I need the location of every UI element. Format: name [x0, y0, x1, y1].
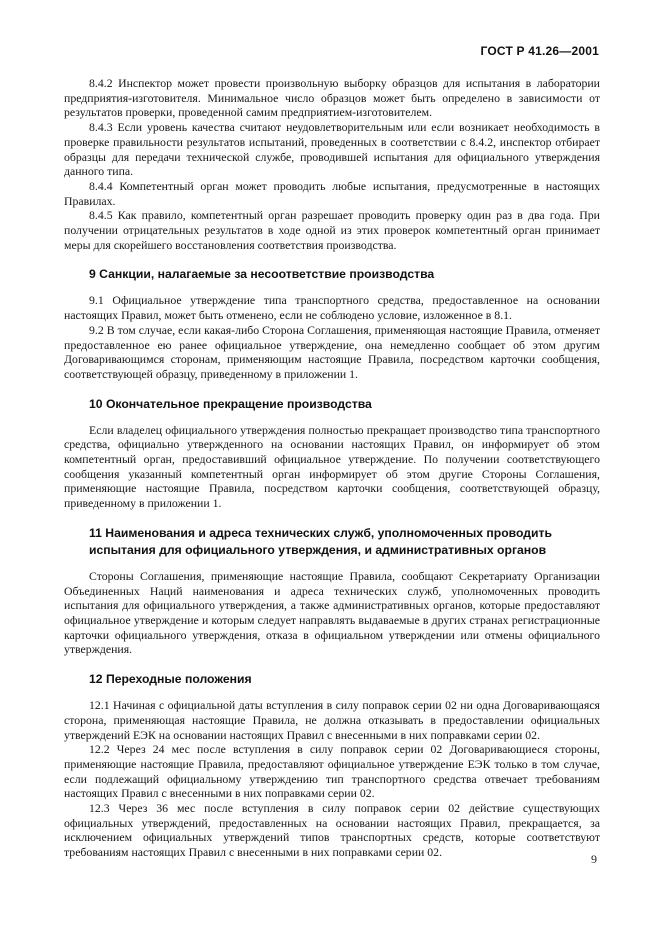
paragraph-12-1: 12.1 Начиная с официальной даты вступления в силу поправок серии 02 ни одна Договаривающаяся сторона, применяющая настоящие Правила, не должна отказывать в предоставлении официальных утверждений ЕЭК на основании настоящих Правил с внесенными в них поправками серии 02.: [64, 698, 600, 742]
section-9-heading: 9 Санкции, налагаемые за несоответствие производства: [89, 267, 435, 282]
paragraph-12-2: 12.2 Через 24 мес после вступления в силу поправок серии 02 Договаривающиеся стороны, применяющие настоящие Правила, предоставляют официальное утверждение ЕЭК только в том случае, если подлежащий официальному утверждению тип транспортного средства отвечает требованиям настоящих Правил с внесенными в них поправками серии 02.: [64, 742, 600, 801]
section-11-heading: 11 Наименования и адреса технических служб, уполномоченных проводить испытания для официального утверждения, и административных органов: [89, 525, 552, 557]
paragraph-9-2: 9.2 В том случае, если какая-либо Сторона Соглашения, применяющая настоящие Правила, отменяет предоставленное ею ранее официальное утверждение, она немедленно сообщает об этом другим Договаривающимся сторонам, применяющим настоящие Правила, посредством карточки сообщения, соответствующей образцу, приведенному в приложении 1.: [64, 322, 600, 381]
paragraph-8-4-4: 8.4.4 Компетентный орган может проводить любые испытания, предусмотренные в настоящих Правилах.: [64, 178, 600, 208]
page-content: [64, 76, 600, 860]
clause-8-4-block: [64, 76, 600, 252]
paragraph-8-4-2: 8.4.2 Инспектор может провести произвольную выборку образцов для испытания в лаборатории предприятия-изготовителя. Минимальное число образцов может быть определено в зависимости от результатов проверки, проведенной самим предприятием-изготовителем.: [64, 76, 600, 120]
section-12-body: [64, 698, 600, 860]
paragraph-9-1: 9.1 Официальное утверждение типа транспортного средства, предоставленное на основании настоящих Правил, может быть отменено, если не соблюдено условие, изложенное в 8.1.: [64, 293, 600, 323]
page-number: 9: [591, 852, 597, 866]
section-10-heading: 10 Окончательное прекращение производства: [89, 396, 372, 411]
paragraph-10: Если владелец официального утверждения полностью прекращает производство типа транспортного средства, официально утвержденного на основании настоящих Правил, он информирует об этом компетентный орган, предоставивший официальное утверждение. По получении соответствующего сообщения указанный компетентный орган информирует об этом другие Стороны Соглашения, применяющие настоящие Правила, посредством карточки сообщения, соответствующей образцу, приведенному в приложении 1.: [64, 422, 600, 511]
section-9-body: [64, 293, 600, 381]
section-10-body: [64, 423, 600, 511]
section-12-heading: 12 Переходные положения: [89, 672, 252, 687]
standard-header: ГОСТ Р 41.26—2001: [480, 44, 599, 58]
paragraph-8-4-5: 8.4.5 Как правило, компетентный орган разрешает проводить проверку один раз в два года. При получении отрицательных результатов в ходе одной из этих проверок компетентный орган принимает меры для скорейшего восстановления соответствия производства.: [64, 208, 600, 252]
paragraph-8-4-3: 8.4.3 Если уровень качества считают неудовлетворительным или если возникает необходимость в проверке правильности результатов испытаний, проведенных в соответствии с 8.4.2, инспектор отбирает образцы для передачи технической службе, проводившей испытания для официального утверждения данного типа.: [64, 120, 600, 179]
section-11-body: [64, 569, 600, 657]
paragraph-11: Стороны Соглашения, применяющие настоящие Правила, сообщают Секретариату Организации Объединенных Наций наименования и адреса технических служб, уполномоченных проводить испытания для официального утверждения, а также административных органов, которые предоставляют официальное утверждение и которым следует направлять выдаваемые в других странах регистрационные карточки официального утверждения, отказа в официальном утверждении или отмены официального утверждения.: [64, 568, 600, 657]
paragraph-12-3: 12.3 Через 36 мес после вступления в силу поправок серии 02 действие существующих официальных утверждений, предоставленных на основании настоящих Правил, прекращается, за исключением официальных утверждений типов транспортных средств, которые соответствуют требованиям настоящих Правил с внесенными в них поправками серии 02.: [64, 801, 600, 860]
